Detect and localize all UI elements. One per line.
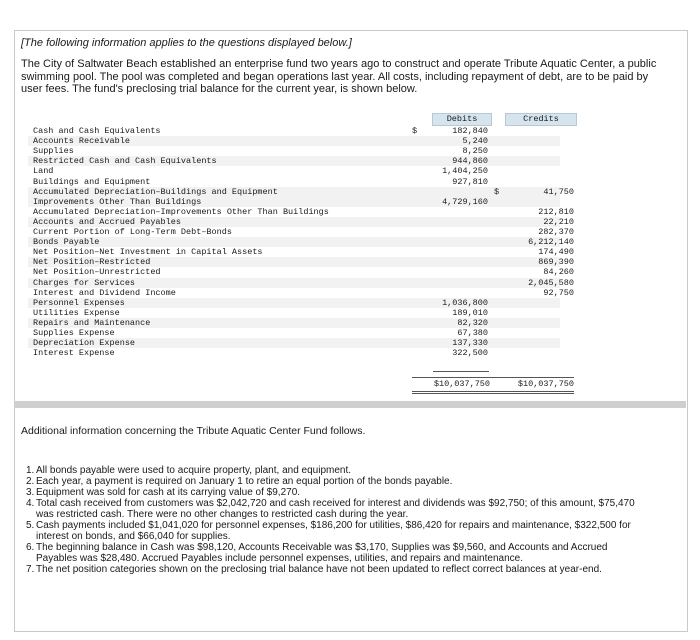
dollar-sign: $	[412, 126, 418, 136]
item-text: Total cash received from customers was $2,042,720 and cash received for interest and dividends was $92,750; of this amount, $75,470 was restricted cash. There were no other changes to restricted cash during the year.	[36, 498, 635, 520]
debit-amount: 67,380	[457, 328, 488, 338]
debit-amount: 927,810	[452, 176, 488, 187]
account-name: Supplies	[33, 146, 74, 157]
account-name: Depreciation Expense	[33, 338, 136, 349]
item-text: The beginning balance in Cash was $98,120, Accounts Receivable was $3,170, Supplies was $9,560, and Accounts and Accrued Payables was $28,480. Accrued Payables include personnel expenses, utilities, and repairs and maintenance.	[36, 542, 608, 564]
account-name: Current Portion of Long-Term Debt–Bonds	[33, 227, 232, 237]
item-number: 5.	[26, 520, 35, 531]
table-row	[28, 287, 574, 298]
table-row	[28, 197, 560, 207]
debit-amount: 1,036,800	[442, 297, 488, 308]
table-row	[28, 227, 574, 237]
debits-header: Debits	[432, 113, 492, 126]
table-row	[28, 206, 574, 217]
table-row	[28, 126, 560, 136]
account-name: Land	[33, 166, 54, 177]
account-name: Accumulated Depreciation–Improvements Other Than Buildings	[33, 206, 329, 217]
item-number: 4.	[26, 498, 35, 509]
account-name: Improvements Other Than Buildings	[33, 196, 202, 207]
credit-amount: 41,750	[543, 186, 574, 197]
list-item	[26, 542, 646, 564]
account-name: Bonds Payable	[33, 237, 100, 248]
account-name: Net Position–Net Investment in Capital Assets	[33, 247, 263, 258]
item-text: The net position categories shown on the preclosing trial balance have not been updated to reflect correct balances at year-end.	[36, 564, 602, 575]
credit-amount: 22,210	[543, 216, 574, 227]
credit-amount: 2,045,580	[528, 277, 574, 288]
table-row	[28, 298, 560, 308]
list-item	[26, 487, 646, 498]
table-row	[28, 338, 560, 348]
debit-amount: 322,500	[452, 348, 488, 359]
item-text: All bonds payable were used to acquire property, plant, and equipment.	[36, 465, 352, 476]
account-name: Charges for Services	[33, 277, 136, 288]
table-row	[28, 328, 560, 338]
debit-amount: 137,330	[452, 338, 488, 349]
item-text: Cash payments included $1,041,020 for personnel expenses, $186,200 for utilities, $86,420 for repairs and maintenance, $322,500 for interest on bonds, and $66,040 for supplies.	[36, 520, 631, 542]
table-row	[28, 237, 574, 248]
dollar-sign: $	[494, 186, 500, 197]
table-row	[28, 136, 560, 146]
account-name: Accumulated Depreciation–Buildings and Equipment	[33, 186, 278, 197]
credit-amount: 6,212,140	[528, 237, 574, 248]
table-row	[28, 277, 574, 288]
table-row	[28, 267, 574, 278]
account-name: Buildings and Equipment	[33, 176, 151, 187]
debit-amount: 82,320	[457, 317, 488, 328]
account-name: Accounts Receivable	[33, 136, 130, 147]
list-item	[26, 465, 646, 476]
separator-bar	[14, 401, 686, 408]
account-name: Supplies Expense	[33, 328, 115, 338]
item-number: 6.	[26, 542, 35, 553]
item-text: Equipment was sold for cash at its carrying value of $9,270.	[36, 487, 301, 498]
table-row	[28, 156, 560, 166]
intro-paragraph: The City of Saltwater Beach established an enterprise fund two years ago to construct and operate Tribute Aquatic Center, a public swimming pool. The pool was completed and began operations last year. All costs, including repayment of debt, are to be paid by user fees. The fund's preclosing trial balance for the current year, is shown below.	[21, 58, 657, 95]
credits-header: Credits	[505, 113, 577, 126]
item-text: Each year, a payment is required on January 1 to retire an equal portion of the bonds payable.	[36, 476, 453, 487]
account-name: Interest and Dividend Income	[33, 287, 176, 298]
debit-amount: 8,250	[462, 146, 488, 157]
account-name: Restricted Cash and Cash Equivalents	[33, 156, 217, 167]
list-item	[26, 520, 646, 542]
additional-heading: Additional information concerning the Tribute Aquatic Center Fund follows.	[21, 425, 366, 437]
table-row	[28, 186, 574, 197]
debit-amount: 1,404,250	[442, 166, 488, 177]
debit-amount: 189,010	[452, 307, 488, 318]
list-item	[26, 564, 646, 575]
credit-amount: 84,260	[543, 267, 574, 278]
item-number: 1.	[26, 465, 35, 476]
table-row	[28, 146, 560, 156]
credit-amount: 212,810	[538, 206, 574, 217]
account-name: Repairs and Maintenance	[33, 317, 151, 328]
debit-underline	[433, 371, 489, 372]
list-item	[26, 498, 646, 520]
table-row	[28, 247, 574, 258]
table-row	[28, 318, 560, 328]
credit-amount: 92,750	[543, 287, 574, 298]
account-name: Net Position–Restricted	[33, 257, 151, 268]
item-number: 7.	[26, 564, 35, 575]
table-row	[28, 166, 560, 176]
table-row	[28, 177, 560, 187]
credit-amount: 282,370	[538, 227, 574, 237]
credit-amount: 174,490	[538, 247, 574, 258]
account-name: Personnel Expenses	[33, 297, 125, 308]
trial-balance-table	[28, 110, 574, 404]
table-row	[28, 348, 560, 358]
account-name: Net Position–Unrestricted	[33, 267, 161, 278]
credit-total: $10,037,750	[490, 377, 574, 394]
debit-amount: 5,240	[462, 136, 488, 147]
additional-list	[26, 465, 646, 575]
debit-amount: 182,840	[452, 126, 488, 136]
debit-amount: 944,860	[452, 156, 488, 167]
table-row	[28, 308, 560, 318]
account-name: Utilities Expense	[33, 307, 120, 318]
item-number: 2.	[26, 476, 35, 487]
table-row	[28, 257, 574, 268]
account-name: Accounts and Accrued Payables	[33, 216, 181, 227]
intro-title: [The following information applies to the questions displayed below.]	[21, 37, 352, 49]
account-name: Interest Expense	[33, 348, 115, 359]
list-item	[26, 476, 646, 487]
credit-amount: 869,390	[538, 257, 574, 268]
debit-amount: 4,729,160	[442, 196, 488, 207]
debit-total: $10,037,750	[412, 377, 490, 394]
item-number: 3.	[26, 487, 35, 498]
table-row	[28, 216, 574, 227]
account-name: Cash and Cash Equivalents	[33, 126, 161, 136]
